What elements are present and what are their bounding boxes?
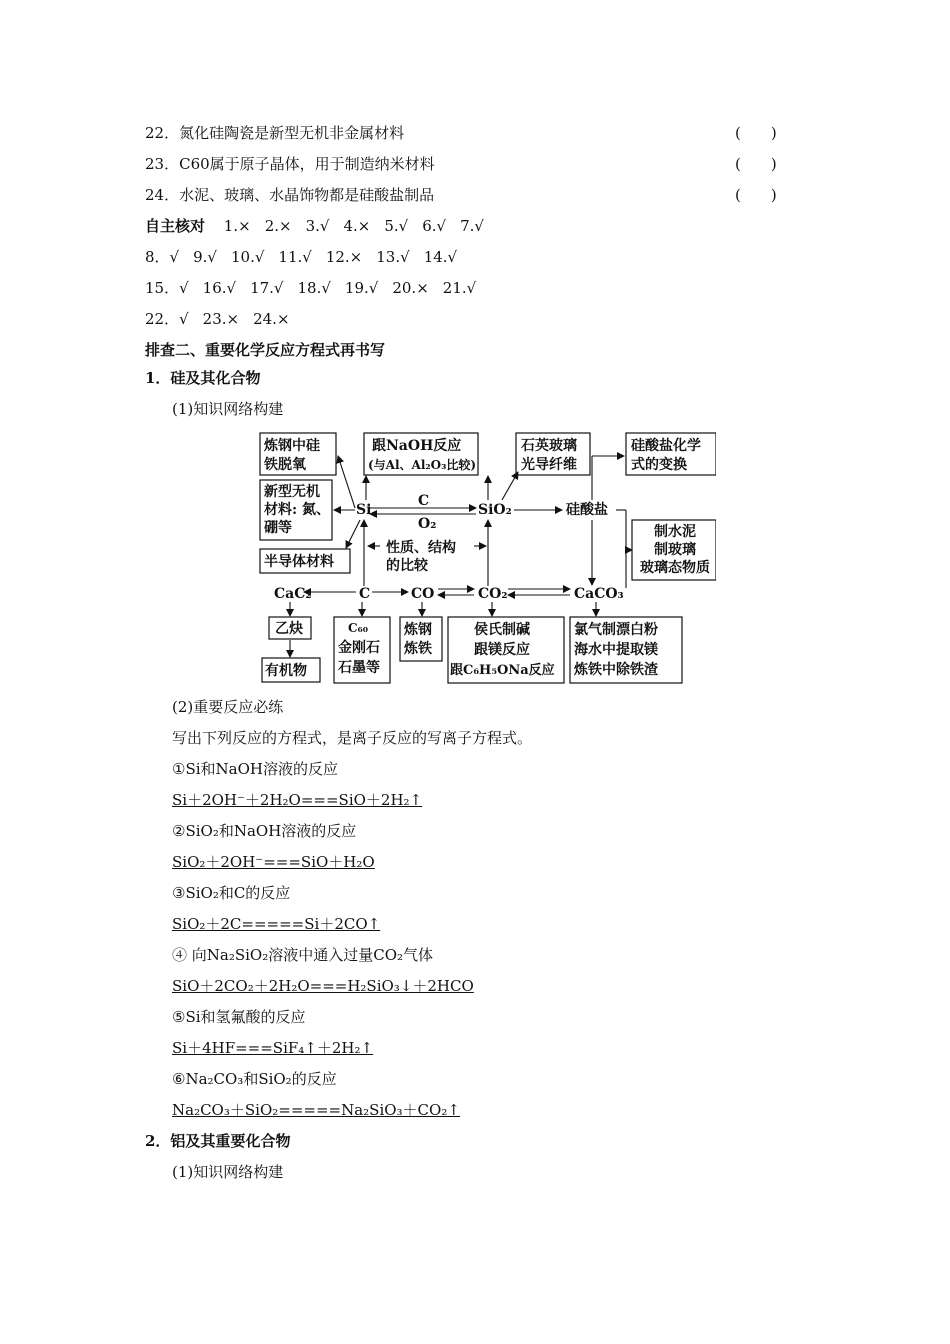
box-iron-line2: 炼铁 bbox=[404, 641, 432, 657]
reaction-prompt: ③SiO₂和C的反应 bbox=[172, 884, 291, 902]
box-silicate-line2: 式的变换 bbox=[631, 457, 687, 473]
box-material-line3: 硼等 bbox=[264, 520, 292, 536]
answer: 14.√ bbox=[423, 248, 458, 266]
answer: 24.× bbox=[253, 310, 290, 328]
answer: 13.√ bbox=[376, 248, 410, 266]
box-acetylene-text: 乙炔 bbox=[275, 621, 303, 637]
box-chlorine-line2: 海水中提取镁 bbox=[574, 642, 658, 658]
node-cac2: CaC₂ bbox=[274, 586, 312, 602]
subsection-title-aluminum: 2．铝及其重要化合物 bbox=[145, 1132, 291, 1150]
node-caco3: CaCO₃ bbox=[574, 586, 624, 602]
network-label: (1)知识网络构建 bbox=[172, 400, 284, 418]
arrow-label-c: C bbox=[418, 493, 430, 509]
compare-line2: 的比较 bbox=[386, 558, 428, 574]
box-naoh-line1: 跟NaOH反应 bbox=[372, 438, 462, 454]
box-cement-line1: 制水泥 bbox=[654, 524, 696, 540]
box-organic-text: 有机物 bbox=[265, 663, 307, 679]
node-c: C bbox=[359, 586, 371, 602]
reaction-equation: Na₂CO₃＋SiO₂=====Na₂SiO₃＋CO₂↑ bbox=[172, 1101, 460, 1119]
section-title: 排查二、重要化学反应方程式再书写 bbox=[145, 341, 386, 359]
box-material-line1: 新型无机 bbox=[264, 484, 320, 500]
answers-heading: 自主核对 bbox=[145, 217, 206, 235]
answer: 21.√ bbox=[442, 279, 477, 297]
question-24: 24．水泥、玻璃、水晶饰物都是硅酸盐制品 bbox=[145, 186, 435, 204]
answer: 8．√ bbox=[145, 248, 180, 266]
answer-paren-22: ( ) bbox=[735, 124, 777, 142]
answer: 20.× bbox=[392, 279, 429, 297]
answer: 10.√ bbox=[230, 248, 265, 266]
network-label-aluminum: (1)知识网络构建 bbox=[172, 1163, 284, 1181]
reaction-equation: Si＋4HF===SiF₄↑＋2H₂↑ bbox=[172, 1039, 374, 1057]
arrow-label-o2: O₂ bbox=[418, 516, 437, 532]
reaction-prompt: ④ 向Na₂SiO₂溶液中通入过量CO₂气体 bbox=[172, 946, 434, 964]
subsection-title-silicon: 1．硅及其化合物 bbox=[145, 369, 261, 387]
box-quartz-line1: 石英玻璃 bbox=[521, 438, 577, 454]
box-silicate-line1: 硅酸盐化学 bbox=[631, 438, 701, 454]
answer: 2.× bbox=[264, 217, 292, 235]
reaction-equation: Si＋2OH⁻＋2H₂O===SiO＋2H₂↑ bbox=[172, 791, 423, 809]
box-hou-line2: 跟镁反应 bbox=[474, 642, 530, 658]
reaction-equation: SiO＋2CO₂＋2H₂O===H₂SiO₃↓＋2HCO bbox=[172, 977, 474, 995]
answer: 18.√ bbox=[297, 279, 331, 297]
question-22: 22．氮化硅陶瓷是新型无机非金属材料 bbox=[145, 124, 405, 142]
box-semiconductor-text: 半导体材料 bbox=[264, 554, 334, 570]
answer: 6.√ bbox=[422, 217, 447, 235]
box-steel-line1: 炼钢中硅 bbox=[264, 438, 320, 454]
answer: 22．√ bbox=[145, 310, 189, 328]
box-cement-line2: 制玻璃 bbox=[654, 542, 696, 558]
node-si: Si bbox=[356, 502, 372, 518]
answer: 5.√ bbox=[384, 217, 409, 235]
box-hou-line1: 侯氏制碱 bbox=[474, 622, 530, 638]
answer: 11.√ bbox=[278, 248, 312, 266]
answer-paren-23: ( ) bbox=[735, 155, 777, 173]
answer: 16.√ bbox=[202, 279, 237, 297]
box-chlorine-line3: 炼铁中除铁渣 bbox=[574, 662, 658, 678]
node-co2: CO₂ bbox=[478, 586, 508, 602]
node-co: CO bbox=[411, 586, 435, 602]
silicon-knowledge-network-diagram bbox=[256, 428, 716, 688]
reactions-label: (2)重要反应必练 bbox=[172, 698, 284, 716]
answer-paren-24: ( ) bbox=[735, 186, 777, 204]
question-23: 23．C60属于原子晶体，用于制造纳米材料 bbox=[145, 155, 435, 173]
box-quartz-line2: 光导纤维 bbox=[521, 457, 577, 473]
box-c60-line2: 金刚石 bbox=[338, 640, 380, 656]
answer-line-4 bbox=[145, 309, 304, 329]
box-steel-line2: 铁脱氧 bbox=[264, 457, 306, 473]
answer: 9.√ bbox=[193, 248, 217, 266]
answer: 19.√ bbox=[344, 279, 379, 297]
box-naoh-line2: (与Al、Al₂O₃比较) bbox=[368, 458, 477, 472]
answer: 15．√ bbox=[145, 279, 189, 297]
box-hou-line3: 跟C₆H₅ONa反应 bbox=[450, 663, 555, 678]
answer: 4.× bbox=[343, 217, 371, 235]
box-c60-line3: 石墨等 bbox=[338, 660, 380, 676]
box-iron-line1: 炼钢 bbox=[404, 622, 432, 638]
box-chlorine-line1: 氯气制漂白粉 bbox=[574, 622, 658, 638]
reaction-equation: SiO₂＋2OH⁻===SiO＋H₂O bbox=[172, 853, 375, 871]
compare-line1: 性质、结构 bbox=[386, 540, 456, 556]
reaction-prompt: ②SiO₂和NaOH溶液的反应 bbox=[172, 822, 357, 840]
reaction-prompt: ⑥Na₂CO₃和SiO₂的反应 bbox=[172, 1070, 337, 1088]
answer-line-2 bbox=[145, 247, 471, 267]
node-silicate: 硅酸盐 bbox=[566, 502, 608, 518]
reactions-instruction: 写出下列反应的方程式，是离子反应的写离子方程式。 bbox=[172, 729, 533, 747]
answer: 7.√ bbox=[460, 217, 484, 235]
answer-line-1 bbox=[145, 216, 498, 236]
reaction-equation: SiO₂＋2C=====Si＋2CO↑ bbox=[172, 915, 381, 933]
answer: 3.√ bbox=[305, 217, 330, 235]
answer-line-3 bbox=[145, 278, 490, 298]
answer: 1.× bbox=[223, 217, 251, 235]
reaction-prompt: ①Si和NaOH溶液的反应 bbox=[172, 760, 338, 778]
answer: 12.× bbox=[325, 248, 363, 266]
reaction-prompt: ⑤Si和氢氟酸的反应 bbox=[172, 1008, 306, 1026]
answer: 17.√ bbox=[250, 279, 284, 297]
box-c60-line1: C₆₀ bbox=[348, 621, 369, 635]
box-cement-line3: 玻璃态物质 bbox=[640, 560, 710, 576]
node-sio2: SiO₂ bbox=[478, 502, 512, 518]
box-material-line2: 材料: 氮、 bbox=[264, 502, 331, 518]
answer: 23.× bbox=[202, 310, 240, 328]
